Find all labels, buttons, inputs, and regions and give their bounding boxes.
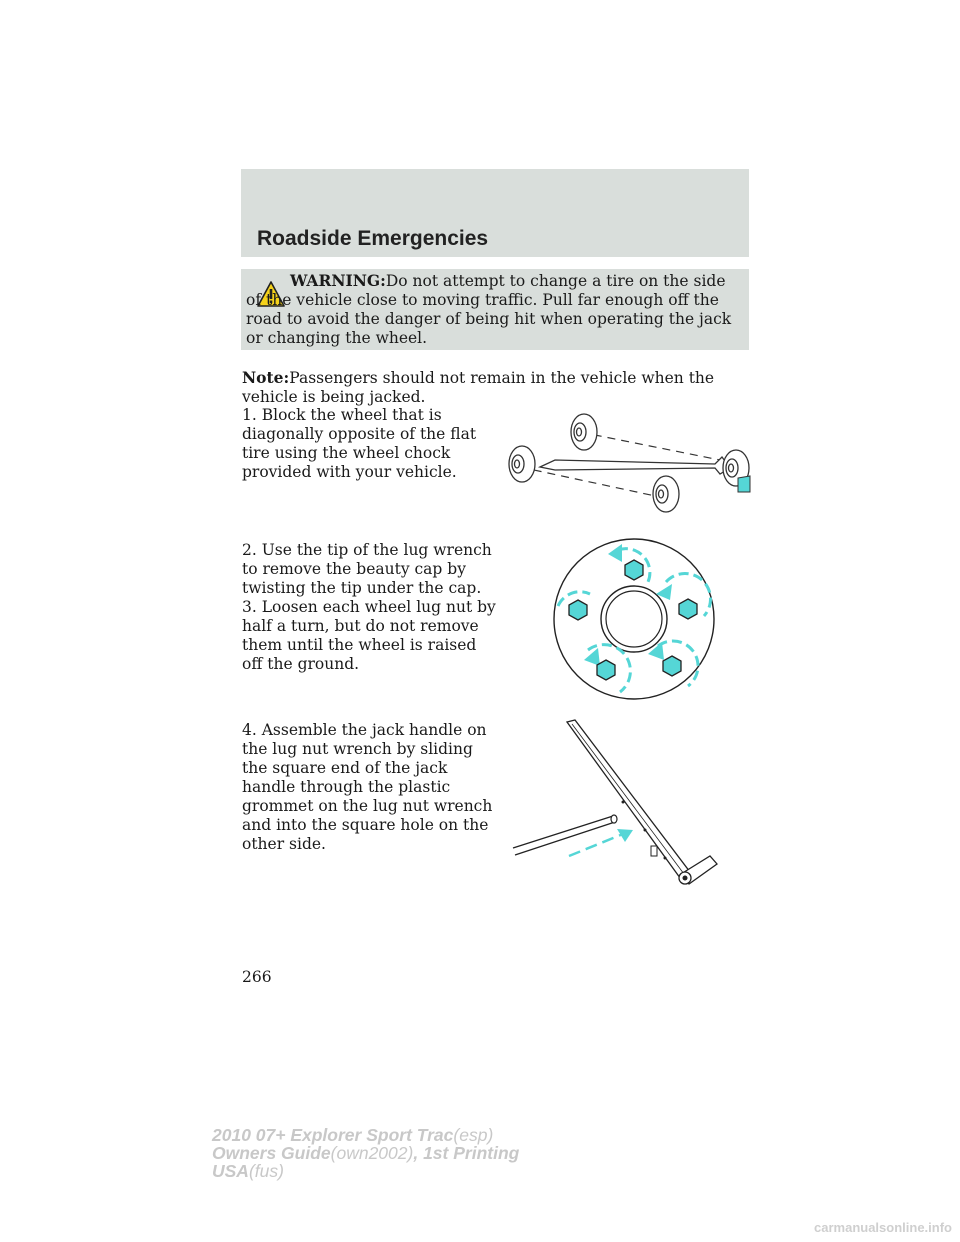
- watermark-text: carmanualsonline.info: [814, 1220, 952, 1235]
- step-1-text: 1. Block the wheel that is diagonally opposite of the flat tire using the wheel chock provided with your vehicle.: [242, 406, 477, 481]
- warning-label: WARNING:: [290, 271, 386, 290]
- footer-market: USA: [212, 1161, 249, 1181]
- note-label: Note:: [242, 368, 290, 387]
- step-3-text: 3. Loosen each wheel lug nut by half a turn, but do not remove them until the wheel is raised off the ground.: [242, 598, 496, 673]
- footer-market-code: (fus): [248, 1161, 284, 1181]
- step-4-text: 4. Assemble the jack handle on the lug nut wrench by sliding the square end of the jack handle through the plastic grommet on the lug nut wrench and into the square hole on the other side.: [242, 721, 493, 853]
- footer-printing: , 1st Printing: [413, 1143, 520, 1163]
- footer-guide: Owners Guide: [212, 1143, 331, 1163]
- section-header: [241, 169, 749, 257]
- print-footer: [212, 1126, 519, 1180]
- warning-box: [241, 269, 749, 350]
- section-title: Roadside Emergencies: [257, 227, 489, 250]
- footer-vehicle: 2010 07+ Explorer Sport Trac: [212, 1125, 454, 1145]
- footer-vehicle-code: (esp): [453, 1125, 494, 1145]
- step-2-text: 2. Use the tip of the lug wrench to remove the beauty cap by twisting the tip under the cap.: [242, 541, 492, 597]
- wheel-chock-illustration: [500, 412, 755, 522]
- warning-body: Do not attempt to change a tire on the side of the vehicle close to moving traffic. Pull far enough off the road to avoid the danger of being hit when operating the jack or changing the wheel.: [246, 272, 732, 347]
- page-number: 266: [242, 968, 272, 986]
- note-paragraph: [242, 368, 747, 407]
- footer-guide-code: (own2002): [330, 1143, 414, 1163]
- warning-text: [246, 271, 741, 348]
- lug-nut-loosen-illustration: [548, 538, 720, 700]
- jack-handle-assembly-illustration: [505, 718, 730, 898]
- note-body: Passengers should not remain in the vehicle when the vehicle is being jacked.: [242, 369, 715, 406]
